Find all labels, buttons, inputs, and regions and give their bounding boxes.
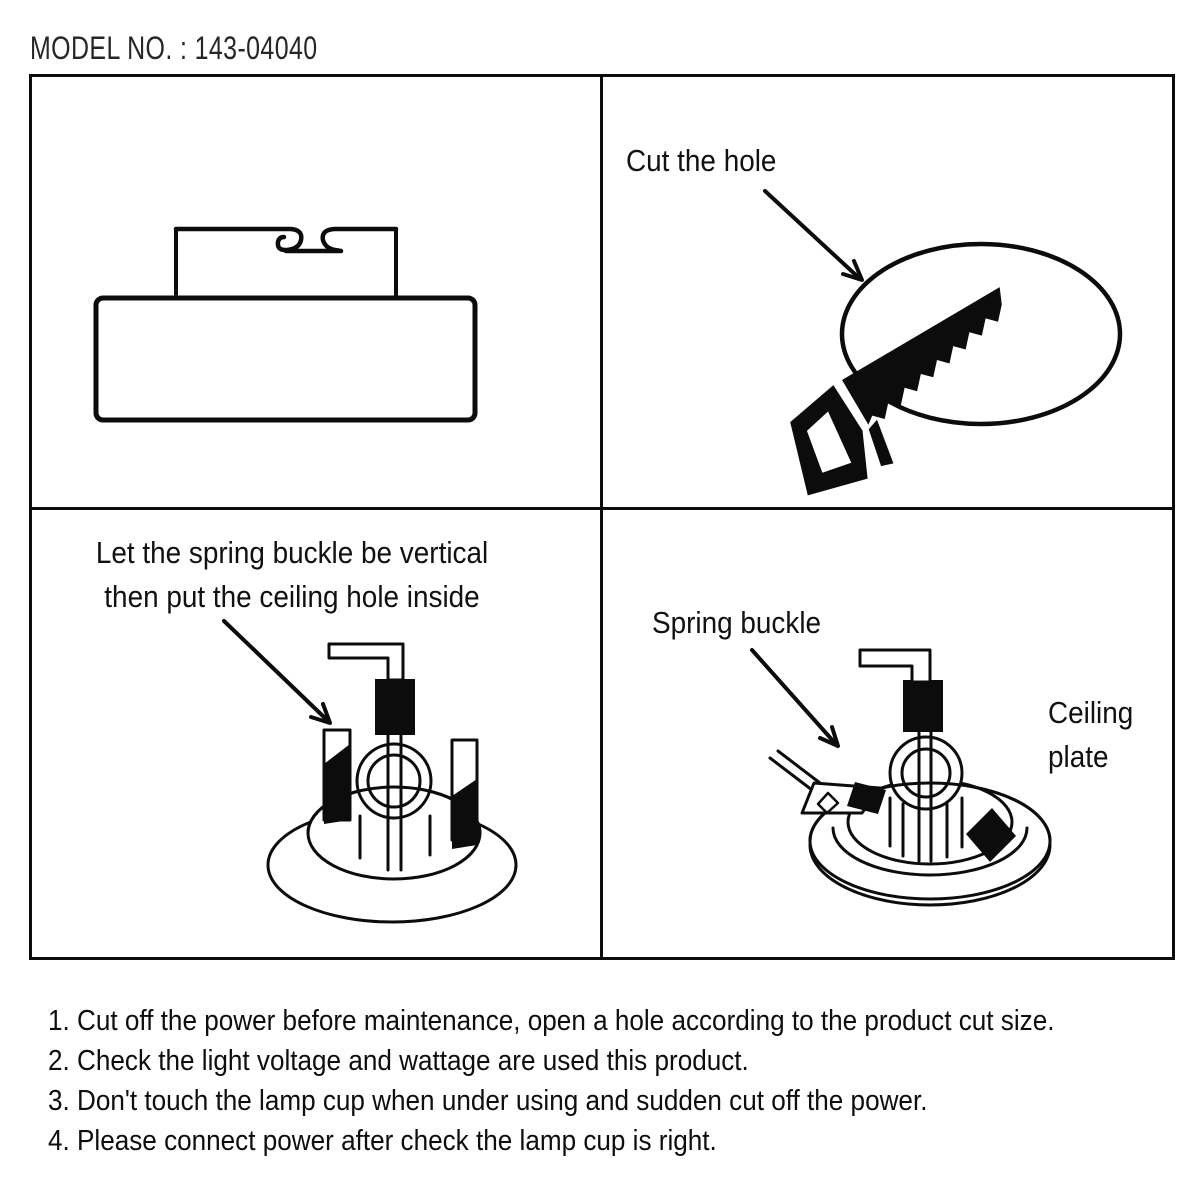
spring-buckle-arrow bbox=[752, 650, 838, 746]
fixture-vertical-buckles-diagram bbox=[224, 621, 516, 922]
saw-handle-heel bbox=[860, 420, 901, 470]
ceiling-plate-label bbox=[1048, 691, 1143, 779]
buckle-mount-block bbox=[903, 680, 943, 732]
page-title: MODEL NO. : 143-04040 bbox=[30, 30, 318, 66]
buckle-mount-block bbox=[375, 679, 415, 735]
flat-spring-leaf bbox=[770, 758, 812, 790]
ceiling-plate-label-line2: plate bbox=[1048, 739, 1109, 774]
instruction-item-4: 4. Please connect power after check the lamp cup is right. bbox=[48, 1125, 717, 1157]
cut-the-hole-label: Cut the hole bbox=[626, 143, 777, 178]
instruction-item-2: 2. Check the light voltage and wattage are used this product. bbox=[48, 1045, 749, 1077]
spring-vertical-caption-line2: then put the ceiling hole inside bbox=[104, 579, 480, 614]
fixture-install-diagram bbox=[752, 650, 1050, 905]
instruction-item-3: 3. Don't touch the lamp cup when under using and sudden cut off the power. bbox=[48, 1085, 928, 1117]
hanger-bracket bbox=[329, 644, 403, 680]
instruction-item-1: 1. Cut off the power before maintenance, open a hole according to the product cut size. bbox=[48, 1005, 1055, 1037]
spring-buckle-label: Spring buckle bbox=[652, 605, 822, 640]
spring-vertical-caption-line1: Let the spring buckle be vertical bbox=[95, 535, 489, 570]
spring-vertical-arrow bbox=[224, 621, 330, 723]
lamp-body-lower bbox=[96, 298, 475, 420]
spring-vertical-caption bbox=[62, 531, 522, 619]
product-profile-diagram bbox=[96, 229, 475, 420]
cut-hole-arrow bbox=[765, 191, 862, 280]
instruction-list bbox=[48, 1001, 1198, 1161]
saw-icon bbox=[766, 287, 1049, 509]
cut-hole-diagram bbox=[765, 191, 1120, 509]
lamp-body-upper bbox=[176, 229, 396, 298]
ceiling-plate-label-line1: Ceiling bbox=[1048, 695, 1134, 730]
saw-blade bbox=[842, 287, 1028, 428]
flat-spring-leaf bbox=[778, 751, 820, 783]
hanger-bracket bbox=[860, 650, 930, 682]
